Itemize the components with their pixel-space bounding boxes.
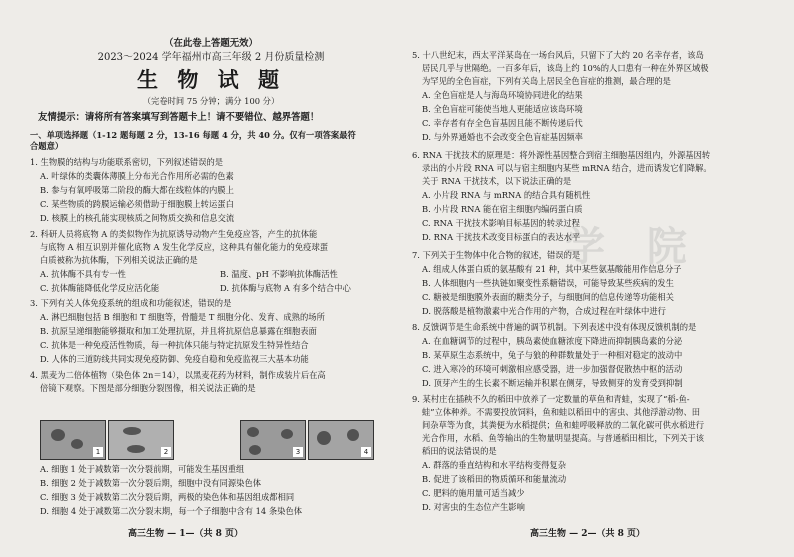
q9-stem-2: 蛙”立体种养。不需要投放饲料，鱼和蛙以稻田中的害虫、其他浮游动物、田 [422,407,701,417]
cell-image-1 [40,420,106,460]
q8-option-a: A. 在血糖调节的过程中，胰岛素使血糖浓度下降进而抑制胰岛素的分泌 [422,336,683,346]
q1-stem: 1. 生物膜的结构与功能联系密切，下列叙述错误的是 [30,157,224,167]
q3-option-a: A. 淋巴细胞包括 B 细胞和 T 细胞等，骨髓是 T 细胞分化、发育、成熟的场所 [40,312,325,322]
q1-option-d: D. 核膜上的核孔能实现核质之间物质交换和信息交流 [40,213,235,223]
q9-option-c: C. 肥料的施用量可适当减少 [422,488,525,498]
q8-stem: 8. 反馈调节是生命系统中普遍的调节机制。下列表述中没有体现反馈机制的是 [412,322,697,332]
q2-stem: 2. 科研人员将底物 A 的类似物作为抗原诱导动物产生免疫应答，产生的抗体能 [30,229,318,239]
q8-option-b: B. 某草原生态系统中，兔子与狼的种群数量处于一种相对稳定的波动中 [422,350,683,360]
q3-option-d: D. 人体的三道防线共同实现免疫防御、免疫自稳和免疫监视三大基本功能 [40,354,309,364]
q7-option-b: B. 人体细胞内一些执链如聚变性系糖错误，可能导致某些疾病的发生 [422,278,674,288]
q6-stem-3: 关于 RNA 干扰技术，以下说法正确的是 [422,176,572,186]
q4-stem: 4. 黑麦为二倍体植物（染色体 2n＝14），以黑麦花药为材料，制作成装片后在高 [30,370,326,380]
cell-label-2: 2 [161,447,171,457]
q9-stem-5: 稻田的说法错误的是 [422,446,497,456]
q4-option-b: B. 细胞 2 处于减数第一次分裂后期，细胞中没有同源染色体 [40,478,262,488]
q5-option-d: D. 与外界通婚也不会改变全色盲症基因频率 [422,132,583,142]
q6-stem-2: 录出的小片段 RNA 可以与宿主细胞内某些 mRNA 结合，进而诱发它们降解。 [422,163,712,173]
q9-stem: 9. 某村庄在插秧不久的稻田中放养了一定数量的草鱼和青蛙，实现了“稻-鱼- [412,394,690,404]
q9-option-a: A. 群落的垂直结构和水平结构变得复杂 [422,460,567,470]
section-heading: 一、单项选择题（1-12 题每题 2 分，13-16 每题 4 分，共 40 分。仅有一项答案最符 [30,130,356,140]
q4-stem-2: 倍镜下观察。下图是部分细胞分裂图像，相关说法正确的是 [40,383,256,393]
footer-page-1: 高三生物 — 1—（共 8 页） [128,529,244,539]
q2-option-c: C. 抗体酶能降低化学反应活化能 [40,283,160,293]
watermark: 学 院 [565,223,701,270]
q4-option-d: D. 细胞 4 处于减数第二次分裂末期，每一个子细胞中含有 14 条染色体 [40,506,303,516]
q2-option-d: D. 抗体酶与底物 A 有多个结合中心 [220,283,351,293]
cell-image-3 [240,420,306,460]
q2-option-b: B. 温度、pH 不影响抗体酶活性 [220,269,338,279]
q6-stem: 6. RNA 干扰技术的原理是：将外源性基因整合到宿主细胞基因组内，外源基因转 [412,150,711,160]
cell-image-4 [308,420,374,460]
q9-option-d: D. 对害虫的生态位产生影响 [422,502,525,512]
q1-option-b: B. 参与有氧呼吸第二阶段的酶大都在线粒体的内膜上 [40,185,234,195]
q2-stem-2: 与底物 A 相互识别并催化底物 A 发生化学反应，这种具有催化能力的免疫球蛋 [40,242,329,252]
q3-option-c: C. 抗体是一种免疫活性物质，每一种抗体只能与特定抗原发生特异性结合 [40,340,309,350]
q2-option-a: A. 抗体酶不具有专一性 [40,269,126,279]
q9-stem-3: 间杂草等为食，其粪便为水稻提供；鱼和蛙呼吸释放的二氧化碳可供水稻进行 [422,420,705,430]
q9-stem-4: 光合作用，水稻、鱼等输出的生物量明显提高。与普通稻田相比，下列关于该 [422,433,705,443]
q5-stem-2: 居民几乎与世隔绝。一百多年后，该岛上约 10%的人口患有一种在外界区域极 [422,63,709,73]
q5-option-a: A. 全色盲症是人与海岛环境协同进化的结果 [422,90,583,100]
q4-option-a: A. 细胞 1 处于减数第一次分裂前期，可能发生基因重组 [40,464,245,474]
cell-label-3: 3 [293,447,303,457]
q4-option-c: C. 细胞 3 处于减数第二次分裂后期，两极的染色体和基因组成都相同 [40,492,295,502]
q7-option-a: A. 组成人体蛋白质的氨基酸有 21 种，其中某些氨基酸能用作信息分子 [422,264,682,274]
footer-page-2: 高三生物 — 2—（共 8 页） [530,529,646,539]
q5-option-c: C. 幸存者有存全色盲基因且能不断传递后代 [422,118,583,128]
section-heading-cont: 合题意） [30,141,64,151]
q5-option-b: B. 全色盲症可能使当地人更能适应该岛环境 [422,104,583,114]
q7-option-d: D. 脱落酸是植物激素中光合作用的产物，合成过程在叶绿体中进行 [422,306,666,316]
q2-stem-3: 白质被称为抗体酶，下列相关说法正确的是 [40,255,198,265]
cell-label-4: 4 [361,447,371,457]
q6-option-c: C. RNA 干扰技术影响目标基因的转录过程 [422,218,580,228]
q5-stem-3: 为罕见的全色盲症，下列有关岛上居民全色盲症的推测，最合理的是 [422,76,671,86]
q7-option-c: C. 糖被是细胞膜外表面的糖类分子，与细胞间的信息传递等功能相关 [422,292,674,302]
exam-name: 2023～2024 学年福州市高三年级 2 月份质量检测 [97,52,325,63]
q8-option-d: D. 顶芽产生的生长素不断运输并积累在侧芽，导致侧芽的发育受到抑制 [422,378,683,388]
q7-stem: 7. 下列关于生物体中化合物的叙述，错误的是 [412,250,581,260]
tip: 友情提示：请将所有答案填写到答题卡上！请不要错位、越界答题！ [38,112,320,123]
exam-time: （完卷时间 75 分钟；满分 100 分） [142,96,280,106]
q3-option-b: B. 抗原呈递细胞能够摄取和加工处理抗原，并且将抗原信息暴露在细胞表面 [40,326,317,336]
q6-option-d: D. RNA 干扰技术改变目标蛋白的表达水平 [422,232,581,242]
cell-label-1: 1 [93,447,103,457]
q1-option-c: C. 某些物质的跨膜运输必须借助于细胞膜上转运蛋白 [40,199,234,209]
q3-stem: 3. 下列有关人体免疫系统的组成和功能叙述，错误的是 [30,298,232,308]
q6-option-a: A. 小片段 RNA 与 mRNA 的结合具有随机性 [422,190,591,200]
q8-option-c: C. 进入寒冷的环境可刺激相应感受器，进一步加强督促散热中枢的活动 [422,364,683,374]
q9-option-b: B. 促进了该稻田的物质循环和能量流动 [422,474,567,484]
page-title: 生 物 试 题 [137,67,285,92]
notice: （在此卷上答题无效） [164,38,258,49]
q1-option-a: A. 叶绿体的类囊体薄膜上分布光合作用所必需的色素 [40,171,234,181]
q6-option-b: B. 小片段 RNA 能在宿主细胞内编码蛋白质 [422,204,583,214]
cell-image-2 [108,420,174,460]
q5-stem: 5. 十八世纪末，西太平洋某岛在一场台风后，只留下了大约 20 名幸存者，该岛 [412,50,704,60]
